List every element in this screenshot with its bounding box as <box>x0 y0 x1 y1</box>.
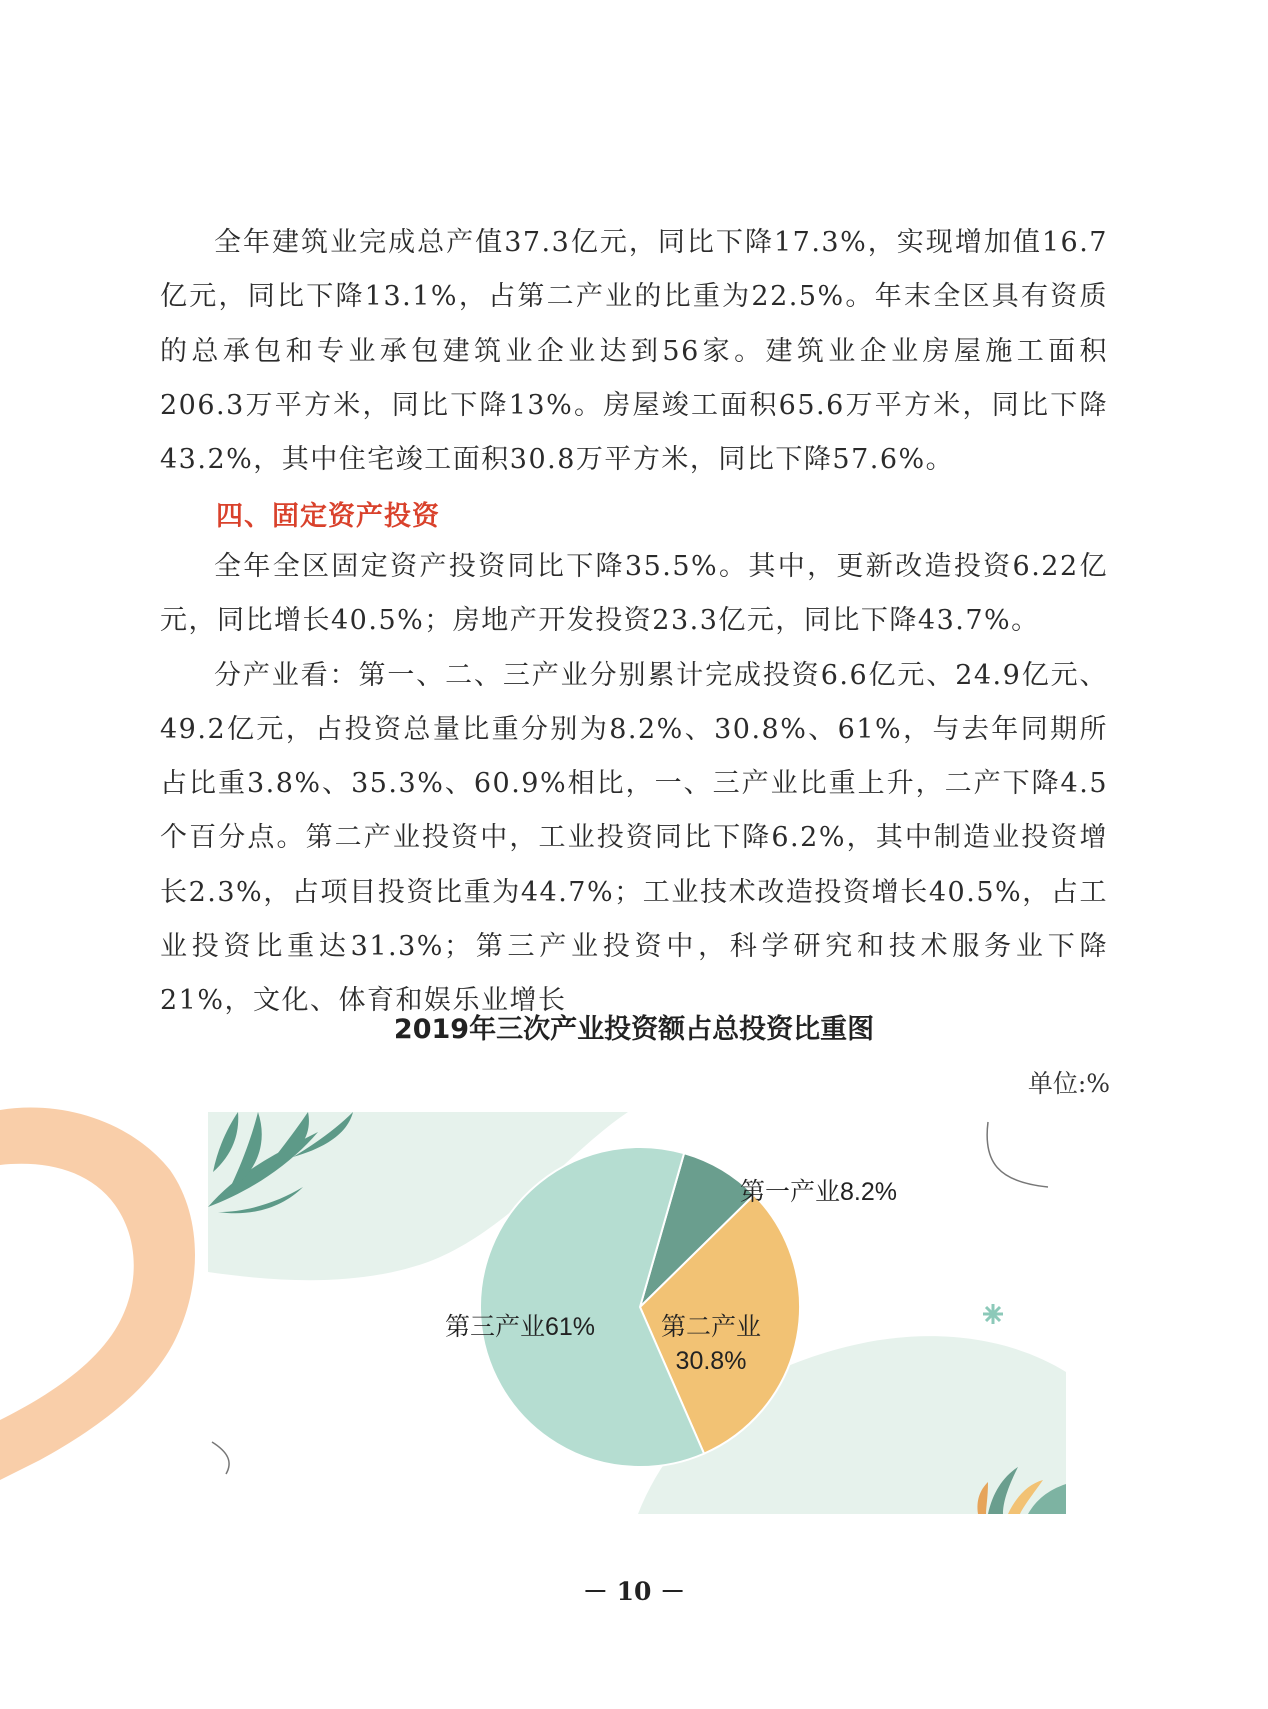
paragraph-construction <box>160 216 1108 487</box>
pie-label-secondary-line1: 第二产业 <box>660 1313 762 1341</box>
paragraph-text: 全年建筑业完成总产值37.3亿元，同比下降17.3%，实现增加值16.7亿元，同比下降13.1%，占第二产业的比重为22.5%。年末全区具有资质的总承包和专业承包建筑业企业达到56家。建筑业企业房屋施工面积206.3万平方米，同比下降13%。房屋竣工面积65.6万平方米，同比下降43.2%，其中住宅竣工面积30.8万平方米，同比下降57.6%。 <box>160 227 1108 476</box>
page-number: － 10 － <box>582 1577 686 1606</box>
pie-chart <box>208 1112 1066 1514</box>
chart-unit-label: 单位:% <box>1027 1069 1110 1098</box>
paragraph-text: 分产业看：第一、二、三产业分别累计完成投资6.6亿元、24.9亿元、49.2亿元，占投资总量比重分别为8.2%、30.8%、61%，与去年同期所占比重3.8%、35.3%、60.9%相比，一、三产业比重上升，二产下降4.5个百分点。第二产业投资中，工业投资同比下降6.2%，其中制造业投资增长2.3%，占项目投资比重为44.7%；工业技术改造投资增长40.5%，占工业投资比重达31.3%；第三产业投资中，科学研究和技术服务业下降21%，文化、体育和娱乐业增长 <box>160 659 1108 1017</box>
pie-label-secondary-line2: 30.8% <box>675 1347 747 1375</box>
decorative-line <box>212 1442 229 1474</box>
sparkle-icon <box>983 1304 1003 1324</box>
section-heading: 四、固定资产投资 <box>216 501 440 532</box>
decorative-line <box>987 1122 1048 1187</box>
paragraph-investment <box>160 540 1108 1029</box>
brush-stroke-decoration <box>0 1090 210 1490</box>
pie-label-tertiary: 第三产业61% <box>445 1313 596 1341</box>
paragraph-text: 全年全区固定资产投资同比下降35.5%。其中，更新改造投资6.22亿元，同比增长40.5%；房地产开发投资23.3亿元，同比下降43.7%。 <box>160 551 1108 637</box>
pie-chart-panel <box>208 1112 1066 1514</box>
chart-title: 2019年三次产业投资额占总投资比重图 <box>393 1014 875 1045</box>
pie-label-primary: 第一产业8.2% <box>740 1178 897 1206</box>
